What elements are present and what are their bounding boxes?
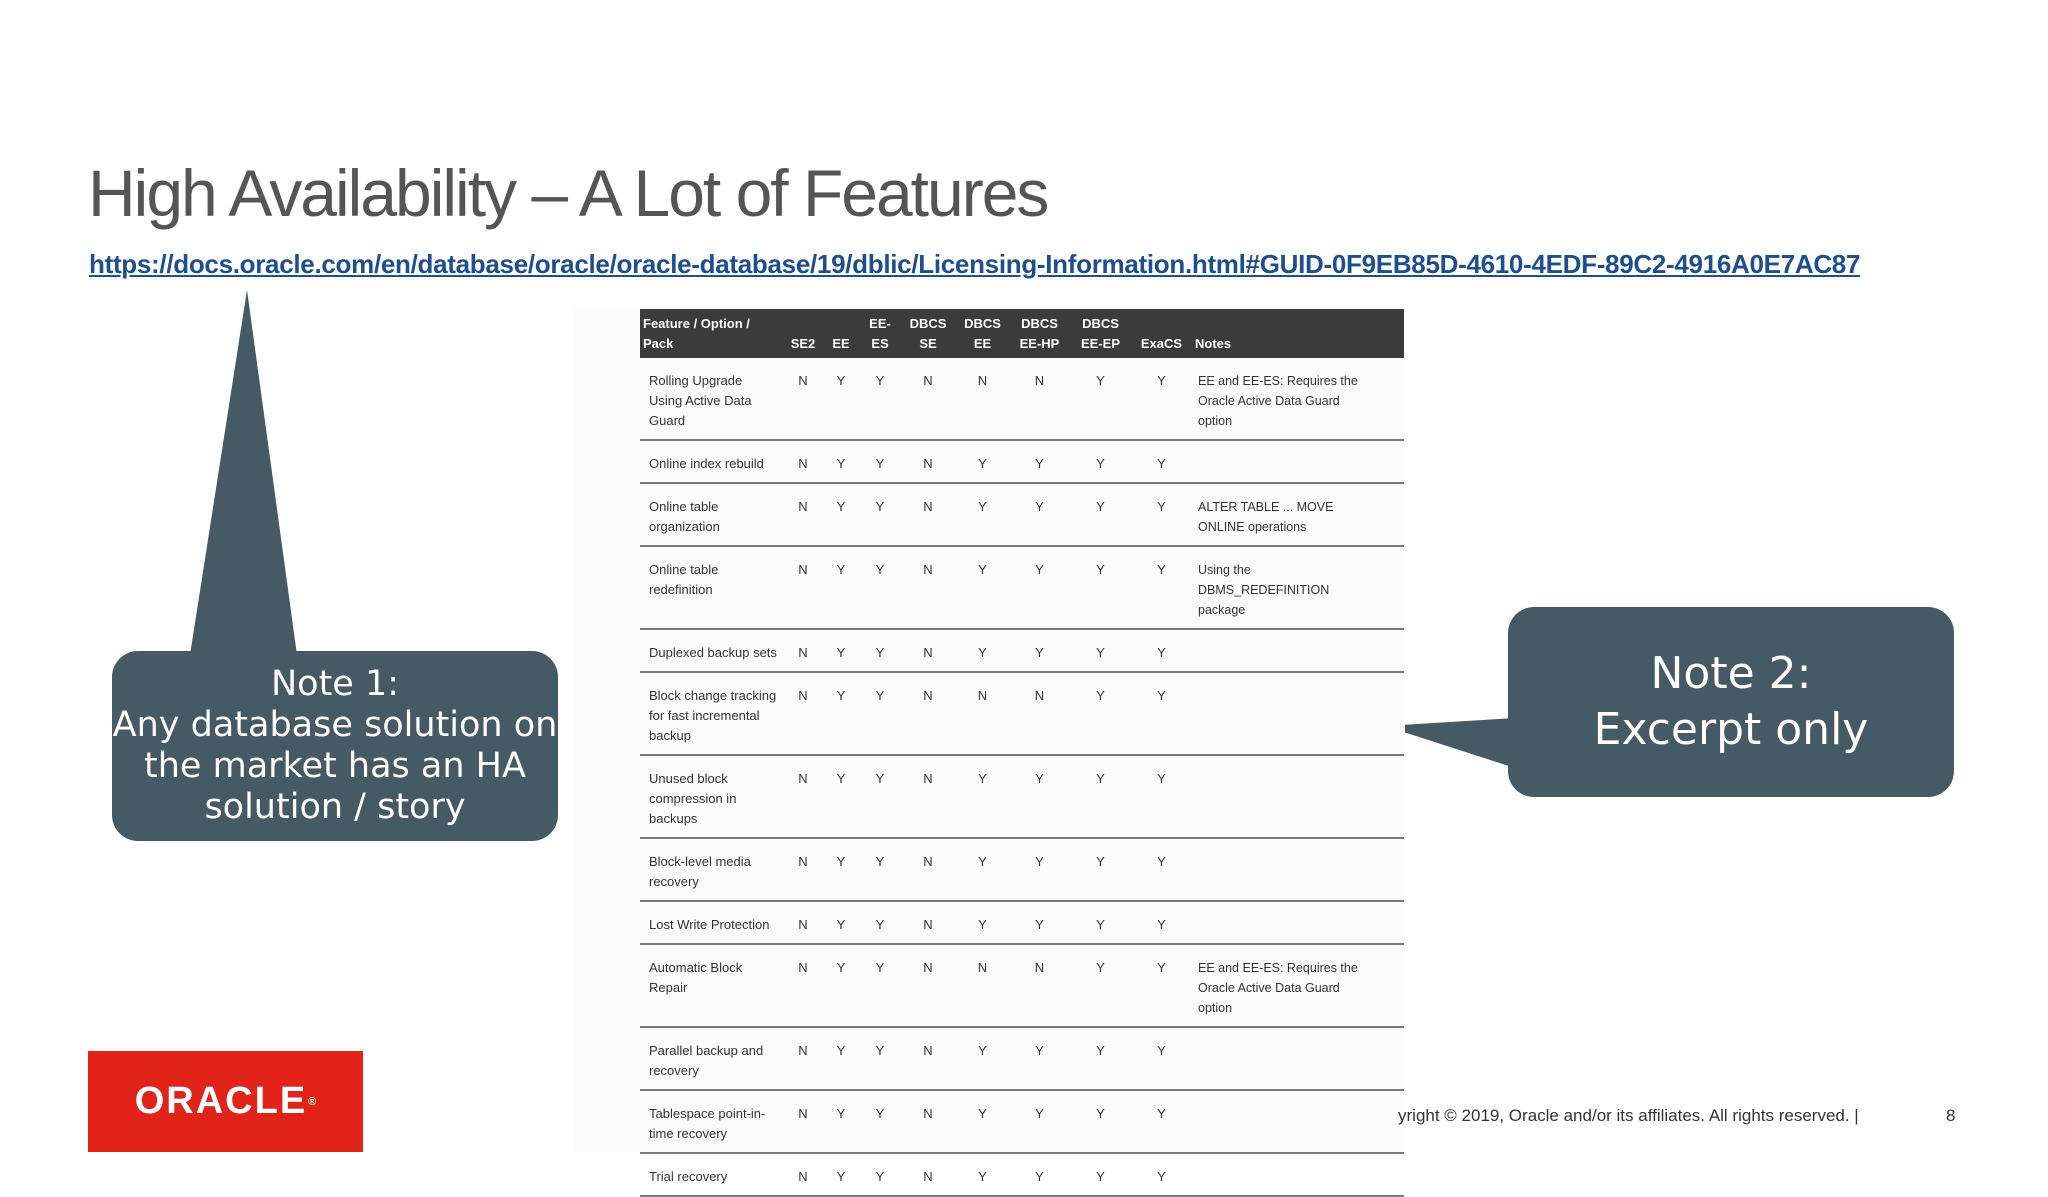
availability-cell: Y xyxy=(956,1153,1009,1196)
header-line: DBCS xyxy=(1082,316,1119,331)
availability-cell: Y xyxy=(1131,1153,1192,1196)
feature-line: Rolling Upgrade xyxy=(649,373,743,388)
table-body xyxy=(640,358,1404,1196)
header-line: DBCS xyxy=(1021,316,1058,331)
availability-cell: Y xyxy=(1009,1027,1070,1090)
note2-text xyxy=(1508,607,1954,797)
availability-cell: Y xyxy=(1009,546,1070,629)
availability-cell: Y xyxy=(822,944,860,1027)
availability-cell: N xyxy=(900,1027,956,1090)
header-line: EE xyxy=(973,336,992,351)
header-line: Feature / Option / xyxy=(643,316,750,331)
feature-line: Tablespace point-in- xyxy=(649,1106,766,1121)
availability-cell: Y xyxy=(860,629,900,672)
header-line: EE-EP xyxy=(1080,336,1120,351)
notes-cell xyxy=(1192,901,1404,944)
availability-cell: Y xyxy=(1009,1090,1070,1153)
availability-cell: Y xyxy=(1131,546,1192,629)
feature-table xyxy=(640,309,1404,1197)
notes-cell xyxy=(1192,440,1404,483)
availability-cell: Y xyxy=(860,901,900,944)
feature-line: recovery xyxy=(649,874,699,889)
header-notes xyxy=(1192,309,1404,358)
availability-cell: Y xyxy=(1131,483,1192,546)
copyright-footer: yright © 2019, Oracle and/or its affiliates. All rights reserved. | xyxy=(1398,1106,1859,1125)
notes-cell xyxy=(1192,358,1404,440)
notes-line: package xyxy=(1198,603,1246,617)
availability-cell: Y xyxy=(860,944,900,1027)
availability-cell: N xyxy=(900,440,956,483)
availability-cell: N xyxy=(900,755,956,838)
availability-cell: N xyxy=(1009,672,1070,755)
header-column xyxy=(860,309,900,358)
availability-cell: Y xyxy=(1131,901,1192,944)
feature-line: Automatic Block xyxy=(649,960,743,975)
header-line: EE xyxy=(832,336,850,351)
availability-cell: N xyxy=(900,358,956,440)
notes-cell xyxy=(1192,1153,1404,1196)
table-row xyxy=(640,1153,1404,1196)
notes-line: option xyxy=(1198,414,1233,428)
note1-line: Note 1: xyxy=(270,664,400,704)
availability-cell: N xyxy=(784,755,822,838)
notes-line: Oracle Active Data Guard xyxy=(1198,394,1340,408)
availability-cell: N xyxy=(900,546,956,629)
header-line: DBCS xyxy=(964,316,1001,331)
availability-cell: N xyxy=(900,901,956,944)
table-row xyxy=(640,358,1404,440)
availability-cell: N xyxy=(956,944,1009,1027)
availability-cell: Y xyxy=(1131,672,1192,755)
availability-cell: Y xyxy=(1070,838,1131,901)
feature-cell xyxy=(640,1090,784,1153)
page-number: 8 xyxy=(1946,1106,1956,1125)
header-line: Pack xyxy=(643,336,674,351)
feature-cell xyxy=(640,546,784,629)
availability-cell: Y xyxy=(822,672,860,755)
availability-cell: Y xyxy=(822,629,860,672)
notes-cell xyxy=(1192,483,1404,546)
availability-cell: Y xyxy=(822,901,860,944)
note2-line: Note 2: xyxy=(1650,648,1812,699)
feature-line: for fast incremental xyxy=(649,708,760,723)
licensing-table-excerpt xyxy=(575,306,1405,1184)
notes-cell xyxy=(1192,755,1404,838)
feature-line: Block change tracking xyxy=(649,688,777,703)
header-line: SE xyxy=(919,336,937,351)
table-row xyxy=(640,672,1404,755)
header-line: DBCS xyxy=(909,316,947,331)
feature-line: Trial recovery xyxy=(649,1169,728,1184)
availability-cell: Y xyxy=(1070,1027,1131,1090)
availability-cell: N xyxy=(784,546,822,629)
availability-cell: Y xyxy=(860,1153,900,1196)
notes-line: ALTER TABLE ... MOVE xyxy=(1198,500,1334,514)
availability-cell: Y xyxy=(1131,629,1192,672)
availability-cell: Y xyxy=(822,755,860,838)
feature-line: time recovery xyxy=(649,1126,728,1141)
notes-cell xyxy=(1192,629,1404,672)
table-row xyxy=(640,629,1404,672)
feature-cell xyxy=(640,1027,784,1090)
availability-cell: Y xyxy=(1070,672,1131,755)
feature-cell xyxy=(640,755,784,838)
availability-cell: N xyxy=(900,1090,956,1153)
notes-cell xyxy=(1192,546,1404,629)
feature-cell xyxy=(640,838,784,901)
availability-cell: Y xyxy=(1070,546,1131,629)
table-row xyxy=(640,1090,1404,1153)
header-line: EE-HP xyxy=(1019,336,1060,351)
table-row xyxy=(640,546,1404,629)
notes-line: option xyxy=(1198,1001,1233,1015)
availability-cell: Y xyxy=(860,672,900,755)
registered-mark: ® xyxy=(308,1095,317,1108)
table-header-row xyxy=(640,309,1404,358)
availability-cell: N xyxy=(900,483,956,546)
feature-line: Unused block xyxy=(649,771,728,786)
availability-cell: Y xyxy=(1070,944,1131,1027)
availability-cell: Y xyxy=(860,838,900,901)
availability-cell: Y xyxy=(1070,629,1131,672)
feature-line: Guard xyxy=(649,413,686,428)
availability-cell: N xyxy=(1009,358,1070,440)
feature-cell xyxy=(640,440,784,483)
availability-cell: Y xyxy=(860,1090,900,1153)
availability-cell: Y xyxy=(822,440,860,483)
feature-line: redefinition xyxy=(649,582,713,597)
availability-cell: Y xyxy=(956,901,1009,944)
availability-cell: N xyxy=(900,944,956,1027)
availability-cell: Y xyxy=(1070,1090,1131,1153)
availability-cell: Y xyxy=(1131,944,1192,1027)
header-column xyxy=(900,309,956,358)
header-column xyxy=(956,309,1009,358)
availability-cell: Y xyxy=(822,546,860,629)
feature-line: Parallel backup and xyxy=(649,1043,764,1058)
availability-cell: N xyxy=(900,629,956,672)
availability-cell: Y xyxy=(822,358,860,440)
feature-line: recovery xyxy=(649,1063,699,1078)
notes-line: EE and EE-ES: Requires the xyxy=(1198,374,1358,388)
availability-cell: Y xyxy=(822,1153,860,1196)
availability-cell: N xyxy=(784,440,822,483)
oracle-logo xyxy=(88,1051,363,1152)
availability-cell: Y xyxy=(1009,629,1070,672)
availability-cell: N xyxy=(784,944,822,1027)
availability-cell: N xyxy=(900,838,956,901)
slide-title: High Availability – A Lot of Features xyxy=(88,156,1048,230)
availability-cell: Y xyxy=(822,483,860,546)
availability-cell: Y xyxy=(1009,755,1070,838)
availability-cell: Y xyxy=(1131,838,1192,901)
table-row xyxy=(640,440,1404,483)
notes-cell xyxy=(1192,672,1404,755)
availability-cell: Y xyxy=(860,483,900,546)
feature-line: Duplexed backup sets xyxy=(649,645,777,660)
feature-line: Block-level media xyxy=(649,854,751,869)
availability-cell: Y xyxy=(956,629,1009,672)
availability-cell: Y xyxy=(1009,483,1070,546)
availability-cell: Y xyxy=(956,838,1009,901)
availability-cell: Y xyxy=(956,1090,1009,1153)
feature-cell xyxy=(640,672,784,755)
notes-cell xyxy=(1192,944,1404,1027)
feature-line: Repair xyxy=(649,980,688,995)
logo-text: ORACLE xyxy=(134,1080,308,1122)
availability-cell: Y xyxy=(822,1027,860,1090)
notes-cell xyxy=(1192,1027,1404,1090)
note1-text xyxy=(112,651,558,841)
availability-cell: N xyxy=(784,358,822,440)
availability-cell: Y xyxy=(822,838,860,901)
header-column xyxy=(822,309,860,358)
table-row xyxy=(640,1027,1404,1090)
availability-cell: Y xyxy=(1070,901,1131,944)
table-row xyxy=(640,838,1404,901)
feature-cell xyxy=(640,483,784,546)
notes-line: Using the xyxy=(1198,563,1251,577)
availability-cell: N xyxy=(900,1153,956,1196)
notes-cell xyxy=(1192,838,1404,901)
availability-cell: Y xyxy=(956,755,1009,838)
availability-cell: Y xyxy=(1070,755,1131,838)
feature-line: Online table xyxy=(649,562,719,577)
note1-line: the market has an HA xyxy=(144,746,526,786)
availability-cell: Y xyxy=(956,546,1009,629)
availability-cell: N xyxy=(784,901,822,944)
table-row xyxy=(640,483,1404,546)
table-row xyxy=(640,901,1404,944)
header-column xyxy=(1131,309,1192,358)
header-line: Notes xyxy=(1195,336,1232,351)
licensing-info-link[interactable]: https://docs.oracle.com/en/database/oracle/oracle-database/19/dblic/Licensing-Information.html#GUID-0F9EB85D-4610-4EDF-89C2-4916A0E7AC87 xyxy=(89,249,1861,279)
notes-cell xyxy=(1192,1090,1404,1153)
notes-line: DBMS_REDEFINITION xyxy=(1198,583,1330,597)
availability-cell: Y xyxy=(1131,1027,1192,1090)
availability-cell: Y xyxy=(1070,483,1131,546)
availability-cell: N xyxy=(956,358,1009,440)
feature-line: Using Active Data xyxy=(649,393,752,408)
availability-cell: N xyxy=(784,483,822,546)
header-feature xyxy=(640,309,784,358)
note1-line: solution / story xyxy=(204,787,466,827)
feature-cell xyxy=(640,944,784,1027)
availability-cell: N xyxy=(956,672,1009,755)
availability-cell: Y xyxy=(860,755,900,838)
availability-cell: N xyxy=(900,672,956,755)
feature-cell xyxy=(640,1153,784,1196)
availability-cell: N xyxy=(784,1090,822,1153)
header-column xyxy=(784,309,822,358)
notes-line: EE and EE-ES: Requires the xyxy=(1198,961,1358,975)
availability-cell: N xyxy=(784,838,822,901)
availability-cell: Y xyxy=(1070,358,1131,440)
availability-cell: Y xyxy=(1131,755,1192,838)
availability-cell: Y xyxy=(956,440,1009,483)
table-row xyxy=(640,755,1404,838)
header-column xyxy=(1009,309,1070,358)
note2-line: Excerpt only xyxy=(1593,704,1869,755)
header-column xyxy=(1070,309,1131,358)
availability-cell: Y xyxy=(1009,1153,1070,1196)
feature-line: backups xyxy=(649,811,698,826)
availability-cell: Y xyxy=(956,1027,1009,1090)
availability-cell: N xyxy=(784,629,822,672)
note1-callout-pointer xyxy=(190,290,297,655)
availability-cell: Y xyxy=(860,1027,900,1090)
feature-cell xyxy=(640,901,784,944)
availability-cell: Y xyxy=(822,1090,860,1153)
availability-cell: Y xyxy=(860,440,900,483)
notes-line: ONLINE operations xyxy=(1198,520,1307,534)
feature-line: Online table xyxy=(649,499,719,514)
feature-line: compression in xyxy=(649,791,737,806)
header-line: EE-ES xyxy=(869,316,891,351)
availability-cell: N xyxy=(784,672,822,755)
availability-cell: Y xyxy=(1070,1153,1131,1196)
availability-cell: Y xyxy=(1131,1090,1192,1153)
note1-line: Any database solution on xyxy=(112,705,558,745)
feature-cell xyxy=(640,358,784,440)
availability-cell: Y xyxy=(956,483,1009,546)
table-row xyxy=(640,944,1404,1027)
availability-cell: N xyxy=(784,1027,822,1090)
availability-cell: Y xyxy=(1009,440,1070,483)
availability-cell: Y xyxy=(1009,901,1070,944)
availability-cell: N xyxy=(1009,944,1070,1027)
availability-cell: Y xyxy=(860,546,900,629)
availability-cell: Y xyxy=(1070,440,1131,483)
feature-line: Online index rebuild xyxy=(649,456,764,471)
feature-line: Lost Write Protection xyxy=(649,917,770,932)
header-line: ExaCS xyxy=(1140,336,1183,351)
header-line: SE2 xyxy=(790,336,816,351)
notes-line: Oracle Active Data Guard xyxy=(1198,981,1340,995)
feature-line: backup xyxy=(649,728,691,743)
availability-cell: N xyxy=(784,1153,822,1196)
availability-cell: Y xyxy=(860,358,900,440)
availability-cell: Y xyxy=(1009,838,1070,901)
feature-line: organization xyxy=(649,519,720,534)
feature-cell xyxy=(640,629,784,672)
availability-cell: Y xyxy=(1131,358,1192,440)
availability-cell: Y xyxy=(1131,440,1192,483)
